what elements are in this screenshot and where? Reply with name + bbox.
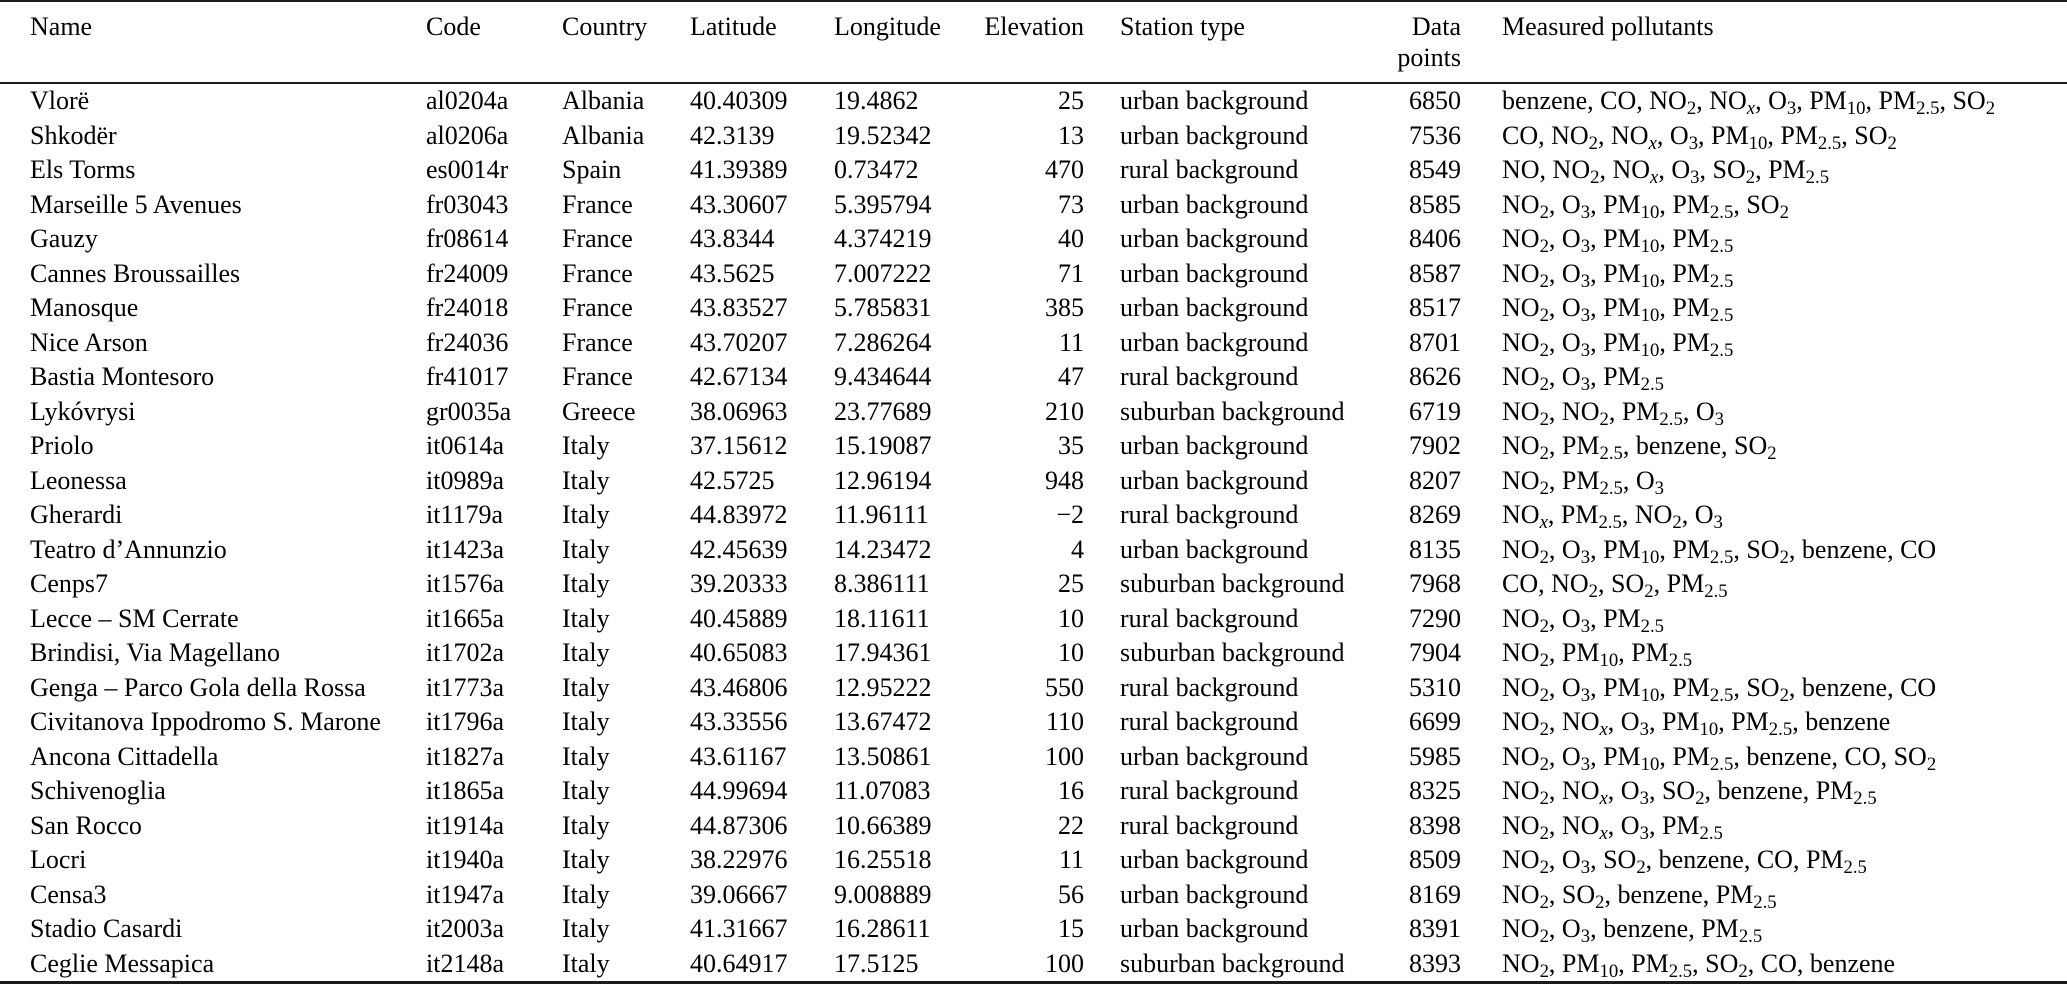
cell-name: Ceglie Messapica [30, 948, 215, 978]
cell-station-type: rural background [1120, 810, 1299, 840]
cell-elevation: 71 [1058, 258, 1084, 288]
cell-station-type: urban background [1120, 86, 1309, 115]
table-row [0, 395, 2067, 430]
cell-station-type: urban background [1120, 120, 1309, 150]
cell-data-points: 6719 [1409, 396, 1461, 426]
table-row [0, 464, 2067, 499]
cell-elevation: 13 [1058, 120, 1084, 150]
cell-name: Priolo [30, 431, 94, 460]
cell-longitude: 11.07083 [834, 776, 931, 805]
col-header-elevation: Elevation [984, 12, 1084, 41]
cell-data-points: 8135 [1409, 534, 1461, 564]
cell-country: France [562, 362, 633, 391]
cell-data-points: 8169 [1409, 879, 1461, 909]
cell-data-points: 7290 [1409, 603, 1461, 633]
cell-pollutants: $NO_2$, $O_3$, $PM_{10}$, $PM_{2.5}$, benzene, CO, $SO_2$ [1502, 741, 1937, 775]
cell-code: it1702a [426, 638, 504, 667]
cell-country: Italy [562, 810, 610, 840]
cell-country: Italy [562, 500, 610, 529]
cell-country: Greece [562, 396, 636, 426]
table-row [0, 740, 2067, 775]
cell-code: it1576a [426, 569, 504, 598]
table-row [0, 947, 2067, 983]
cell-latitude: 43.5625 [690, 258, 775, 288]
cell-name: Teatro d’Annunzio [30, 534, 227, 564]
cell-pollutants: benzene, CO, $NO_2$, $NO_x$, $O_3$, $PM_{10}$, $PM_{2.5}$, $SO_2$ [1502, 86, 1996, 120]
cell-code: it2148a [426, 948, 504, 978]
col-header-name: Name [30, 12, 93, 41]
cell-latitude: 42.45639 [690, 534, 788, 564]
cell-country: Spain [562, 155, 622, 184]
col-header-latitude: Latitude [690, 12, 777, 41]
cell-latitude: 40.65083 [690, 638, 788, 667]
table-row [0, 671, 2067, 706]
cell-station-type: rural background [1120, 672, 1299, 702]
cell-latitude: 42.5725 [690, 465, 775, 495]
cell-data-points: 8406 [1409, 224, 1461, 253]
cell-station-type: urban background [1120, 258, 1309, 288]
table-row [0, 843, 2067, 878]
cell-code: it1423a [426, 534, 504, 564]
table-row [0, 222, 2067, 257]
cell-pollutants: $NO_2$, $O_3$, $SO_2$, benzene, CO, $PM_{2.5}$ [1502, 845, 1867, 879]
table-header [0, 1, 2067, 83]
cell-pollutants: $NO_2$, $PM_{2.5}$, $O_3$ [1502, 465, 1665, 499]
cell-latitude: 44.99694 [690, 776, 788, 805]
cell-elevation: 470 [1045, 155, 1084, 184]
cell-name: San Rocco [30, 810, 142, 840]
col-header-code: Code [426, 12, 481, 41]
cell-name: Schivenoglia [30, 776, 166, 805]
cell-longitude: 13.67472 [834, 707, 932, 736]
cell-pollutants: NO, $NO_2$, $NO_x$, $O_3$, $SO_2$, $PM_{2.5}$ [1502, 155, 1830, 189]
cell-country: Italy [562, 465, 610, 495]
cell-name: Bastia Montesoro [30, 362, 215, 391]
cell-country: Italy [562, 603, 610, 633]
cell-latitude: 42.67134 [690, 362, 788, 391]
cell-station-type: suburban background [1120, 569, 1345, 598]
cell-code: al0204a [426, 86, 509, 115]
cell-code: it0989a [426, 465, 504, 495]
cell-longitude: 7.286264 [834, 327, 932, 357]
cell-pollutants: $NO_2$, $O_3$, $PM_{10}$, $PM_{2.5}$ [1502, 327, 1734, 361]
cell-pollutants: $NO_2$, $NO_x$, $O_3$, $SO_2$, benzene, $PM_{2.5}$ [1502, 776, 1877, 810]
table-row [0, 705, 2067, 740]
cell-longitude: 19.4862 [834, 86, 919, 115]
cell-elevation: 4 [1071, 534, 1084, 564]
cell-country: Italy [562, 672, 610, 702]
cell-elevation: 385 [1045, 293, 1084, 322]
cell-pollutants: $NO_2$, $O_3$, $PM_{2.5}$ [1502, 603, 1665, 637]
cell-pollutants: CO, $NO_2$, $SO_2$, $PM_{2.5}$ [1502, 569, 1728, 603]
cell-data-points: 8701 [1409, 327, 1461, 357]
cell-name: Gauzy [30, 224, 98, 253]
cell-data-points: 8325 [1409, 776, 1461, 805]
cell-station-type: urban background [1120, 741, 1309, 771]
cell-pollutants: $NO_2$, $NO_x$, $O_3$, $PM_{10}$, $PM_{2.5}$, benzene [1502, 707, 1891, 741]
cell-station-type: rural background [1120, 776, 1299, 805]
cell-country: Italy [562, 707, 610, 736]
cell-code: fr03043 [426, 189, 509, 219]
cell-elevation: 47 [1058, 362, 1084, 391]
cell-latitude: 42.3139 [690, 120, 775, 150]
cell-station-type: rural background [1120, 500, 1299, 529]
cell-latitude: 43.33556 [690, 707, 788, 736]
table-row [0, 498, 2067, 533]
cell-code: fr24018 [426, 293, 509, 322]
cell-latitude: 43.30607 [690, 189, 788, 219]
cell-elevation: −2 [1056, 500, 1084, 529]
cell-country: Italy [562, 914, 610, 943]
cell-latitude: 44.87306 [690, 810, 788, 840]
cell-pollutants: $NO_2$, $PM_{10}$, $PM_{2.5}$ [1502, 638, 1693, 672]
cell-country: Albania [562, 86, 645, 115]
table-row [0, 809, 2067, 844]
cell-name: Brindisi, Via Magellano [30, 638, 280, 667]
cell-data-points: 8517 [1409, 293, 1461, 322]
cell-latitude: 38.06963 [690, 396, 788, 426]
cell-name: Shkodër [30, 120, 117, 150]
col-header-country: Country [562, 12, 648, 41]
cell-pollutants: $NO_2$, $O_3$, benzene, $PM_{2.5}$ [1502, 914, 1763, 948]
table-row [0, 912, 2067, 947]
cell-latitude: 41.31667 [690, 914, 788, 943]
cell-pollutants: $NO_2$, $O_3$, $PM_{2.5}$ [1502, 362, 1665, 396]
cell-data-points: 8626 [1409, 362, 1461, 391]
cell-station-type: urban background [1120, 534, 1309, 564]
cell-elevation: 948 [1045, 465, 1084, 495]
col-header-longitude: Longitude [834, 12, 941, 41]
cell-longitude: 14.23472 [834, 534, 932, 564]
cell-latitude: 38.22976 [690, 845, 788, 874]
cell-code: it0614a [426, 431, 504, 460]
col-header-measured-pollutants: Measured pollutants [1502, 12, 1714, 41]
table-row [0, 774, 2067, 809]
cell-data-points: 7904 [1409, 638, 1461, 667]
cell-country: Italy [562, 431, 610, 460]
cell-station-type: urban background [1120, 224, 1309, 253]
cell-country: Italy [562, 741, 610, 771]
cell-elevation: 16 [1058, 776, 1084, 805]
table-row [0, 119, 2067, 154]
table-row [0, 567, 2067, 602]
cell-elevation: 210 [1045, 396, 1084, 426]
cell-code: fr24036 [426, 327, 509, 357]
cell-elevation: 40 [1058, 224, 1084, 253]
cell-elevation: 10 [1058, 638, 1084, 667]
cell-pollutants: $NO_2$, $O_3$, $PM_{10}$, $PM_{2.5}$ [1502, 293, 1734, 327]
cell-station-type: urban background [1120, 189, 1309, 219]
cell-country: France [562, 224, 633, 253]
cell-longitude: 16.25518 [834, 845, 932, 874]
cell-country: Italy [562, 948, 610, 978]
cell-elevation: 22 [1058, 810, 1084, 840]
cell-country: France [562, 189, 633, 219]
cell-elevation: 100 [1045, 948, 1084, 978]
cell-longitude: 12.96194 [834, 465, 932, 495]
cell-name: Locri [30, 845, 87, 874]
table-row [0, 878, 2067, 913]
cell-code: fr08614 [426, 224, 509, 253]
cell-code: it1940a [426, 845, 504, 874]
cell-data-points: 8393 [1409, 948, 1461, 978]
cell-elevation: 11 [1058, 845, 1084, 874]
cell-name: Civitanova Ippodromo S. Marone [30, 707, 381, 736]
cell-code: it1665a [426, 603, 504, 633]
cell-code: it1827a [426, 741, 504, 771]
cell-pollutants: $NO_x$, $PM_{2.5}$, $NO_2$, $O_3$ [1502, 500, 1723, 534]
cell-longitude: 16.28611 [834, 914, 931, 943]
cell-elevation: 100 [1045, 741, 1084, 771]
cell-code: it2003a [426, 914, 504, 943]
cell-latitude: 43.70207 [690, 327, 788, 357]
cell-data-points: 8509 [1409, 845, 1461, 874]
cell-name: Vlorë [30, 86, 90, 115]
cell-name: Lecce – SM Cerrate [30, 603, 239, 633]
cell-longitude: 23.77689 [834, 396, 932, 426]
cell-data-points: 6850 [1409, 86, 1461, 115]
cell-pollutants: $NO_2$, $PM_{10}$, $PM_{2.5}$, $SO_2$, CO, benzene [1502, 948, 1896, 982]
cell-station-type: suburban background [1120, 948, 1345, 978]
cell-longitude: 17.94361 [834, 638, 932, 667]
cell-pollutants: $NO_2$, $O_3$, $PM_{10}$, $PM_{2.5}$ [1502, 258, 1734, 292]
cell-country: Italy [562, 638, 610, 667]
cell-station-type: suburban background [1120, 396, 1345, 426]
cell-station-type: rural background [1120, 707, 1299, 736]
cell-station-type: urban background [1120, 914, 1309, 943]
cell-data-points: 6699 [1409, 707, 1461, 736]
table-row [0, 429, 2067, 464]
cell-code: it1796a [426, 707, 504, 736]
cell-country: Italy [562, 534, 610, 564]
cell-pollutants: $NO_2$, $NO_2$, $PM_{2.5}$, $O_3$ [1502, 396, 1724, 430]
cell-longitude: 12.95222 [834, 672, 932, 702]
cell-elevation: 110 [1045, 707, 1084, 736]
cell-data-points: 8391 [1409, 914, 1461, 943]
cell-pollutants: $NO_2$, $SO_2$, benzene, $PM_{2.5}$ [1502, 879, 1777, 913]
cell-longitude: 18.11611 [834, 603, 930, 633]
table-row [0, 602, 2067, 637]
cell-pollutants: $NO_2$, $O_3$, $PM_{10}$, $PM_{2.5}$, $SO_2$, benzene, CO [1502, 672, 1937, 706]
cell-name: Leonessa [30, 465, 127, 495]
cell-pollutants: $NO_2$, $O_3$, $PM_{10}$, $PM_{2.5}$ [1502, 224, 1734, 258]
cell-latitude: 43.61167 [690, 741, 787, 771]
cell-station-type: rural background [1120, 362, 1299, 391]
cell-code: it1865a [426, 776, 504, 805]
table-row [0, 326, 2067, 361]
cell-longitude: 5.785831 [834, 293, 932, 322]
cell-data-points: 7902 [1409, 431, 1461, 460]
cell-elevation: 11 [1058, 327, 1084, 357]
cell-code: it1773a [426, 672, 504, 702]
table-row [0, 83, 2067, 119]
cell-name: Gherardi [30, 500, 123, 529]
cell-pollutants: $NO_2$, $PM_{2.5}$, benzene, $SO_2$ [1502, 431, 1777, 465]
cell-elevation: 73 [1058, 189, 1084, 219]
cell-name: Lykóvrysi [30, 396, 136, 426]
cell-elevation: 10 [1058, 603, 1084, 633]
cell-data-points: 8549 [1409, 155, 1461, 184]
cell-country: Italy [562, 879, 610, 909]
table-row [0, 533, 2067, 568]
cell-country: Italy [562, 845, 610, 874]
cell-data-points: 7536 [1409, 120, 1461, 150]
cell-name: Cenps7 [30, 569, 108, 598]
cell-longitude: 13.50861 [834, 741, 932, 771]
cell-name: Stadio Casardi [30, 914, 183, 943]
cell-latitude: 43.83527 [690, 293, 788, 322]
cell-data-points: 8585 [1409, 189, 1461, 219]
cell-station-type: rural background [1120, 155, 1299, 184]
cell-code: it1947a [426, 879, 504, 909]
cell-code: fr41017 [426, 362, 509, 391]
cell-data-points: 8269 [1409, 500, 1461, 529]
cell-station-type: rural background [1120, 603, 1299, 633]
table-row [0, 360, 2067, 395]
cell-station-type: urban background [1120, 293, 1309, 322]
cell-longitude: 8.386111 [834, 569, 930, 598]
cell-elevation: 25 [1058, 569, 1084, 598]
cell-longitude: 10.66389 [834, 810, 932, 840]
cell-longitude: 15.19087 [834, 431, 932, 460]
cell-name: Nice Arson [30, 327, 148, 357]
cell-latitude: 37.15612 [690, 431, 788, 460]
cell-longitude: 11.96111 [834, 500, 929, 529]
cell-latitude: 44.83972 [690, 500, 788, 529]
cell-code: gr0035a [426, 396, 512, 426]
cell-code: fr24009 [426, 258, 509, 288]
cell-latitude: 41.39389 [690, 155, 788, 184]
cell-longitude: 5.395794 [834, 189, 932, 219]
table-row [0, 188, 2067, 223]
cell-code: es0014r [426, 155, 509, 184]
cell-longitude: 4.374219 [834, 224, 932, 253]
cell-latitude: 40.40309 [690, 86, 788, 115]
cell-country: Italy [562, 776, 610, 805]
cell-data-points: 5310 [1409, 672, 1461, 702]
table-row [0, 291, 2067, 326]
cell-country: France [562, 258, 633, 288]
header-row [0, 1, 2067, 83]
cell-data-points: 7968 [1409, 569, 1461, 598]
cell-code: it1179a [426, 500, 504, 529]
table-row [0, 636, 2067, 671]
cell-code: it1914a [426, 810, 504, 840]
cell-name: Els Torms [30, 155, 136, 184]
cell-latitude: 40.64917 [690, 948, 788, 978]
cell-station-type: urban background [1120, 327, 1309, 357]
cell-name: Censa3 [30, 879, 107, 909]
cell-station-type: suburban background [1120, 638, 1345, 667]
cell-name: Cannes Broussailles [30, 258, 241, 288]
cell-latitude: 43.8344 [690, 224, 775, 253]
cell-longitude: 0.73472 [834, 155, 919, 184]
cell-pollutants: $NO_2$, $O_3$, $PM_{10}$, $PM_{2.5}$, $SO_2$ [1502, 189, 1789, 223]
cell-pollutants: $NO_2$, $NO_x$, $O_3$, $PM_{2.5}$ [1502, 810, 1723, 844]
cell-data-points: 5985 [1409, 741, 1461, 771]
table-row [0, 153, 2067, 188]
cell-pollutants: $NO_2$, $O_3$, $PM_{10}$, $PM_{2.5}$, $SO_2$, benzene, CO [1502, 534, 1937, 568]
cell-latitude: 43.46806 [690, 672, 788, 702]
cell-longitude: 19.52342 [834, 120, 932, 150]
cell-elevation: 550 [1045, 672, 1084, 702]
cell-code: al0206a [426, 120, 509, 150]
cell-station-type: urban background [1120, 431, 1309, 460]
cell-elevation: 56 [1058, 879, 1084, 909]
col-header-data-points: Data points [1397, 12, 1461, 72]
cell-station-type: urban background [1120, 465, 1309, 495]
cell-data-points: 8207 [1409, 465, 1461, 495]
cell-elevation: 25 [1058, 86, 1084, 115]
cell-longitude: 9.434644 [834, 362, 932, 391]
cell-data-points: 8398 [1409, 810, 1461, 840]
cell-elevation: 35 [1058, 431, 1084, 460]
cell-country: Italy [562, 569, 610, 598]
cell-name: Genga – Parco Gola della Rossa [30, 672, 366, 702]
cell-elevation: 15 [1058, 914, 1084, 943]
cell-pollutants: CO, $NO_2$, $NO_x$, $O_3$, $PM_{10}$, $PM_{2.5}$, $SO_2$ [1502, 120, 1897, 154]
cell-longitude: 9.008889 [834, 879, 932, 909]
cell-name: Manosque [30, 293, 139, 322]
cell-longitude: 7.007222 [834, 258, 932, 288]
cell-country: Albania [562, 120, 645, 150]
table-body [0, 83, 2067, 983]
cell-station-type: urban background [1120, 879, 1309, 909]
cell-latitude: 39.20333 [690, 569, 788, 598]
col-header-station-type: Station type [1120, 12, 1245, 41]
cell-name: Marseille 5 Avenues [30, 189, 242, 219]
cell-station-type: urban background [1120, 845, 1309, 874]
cell-country: France [562, 293, 633, 322]
cell-country: France [562, 327, 633, 357]
cell-latitude: 40.45889 [690, 603, 788, 633]
cell-latitude: 39.06667 [690, 879, 788, 909]
table-row [0, 257, 2067, 292]
cell-name: Ancona Cittadella [30, 741, 219, 771]
cell-longitude: 17.5125 [834, 948, 919, 978]
cell-data-points: 8587 [1409, 258, 1461, 288]
